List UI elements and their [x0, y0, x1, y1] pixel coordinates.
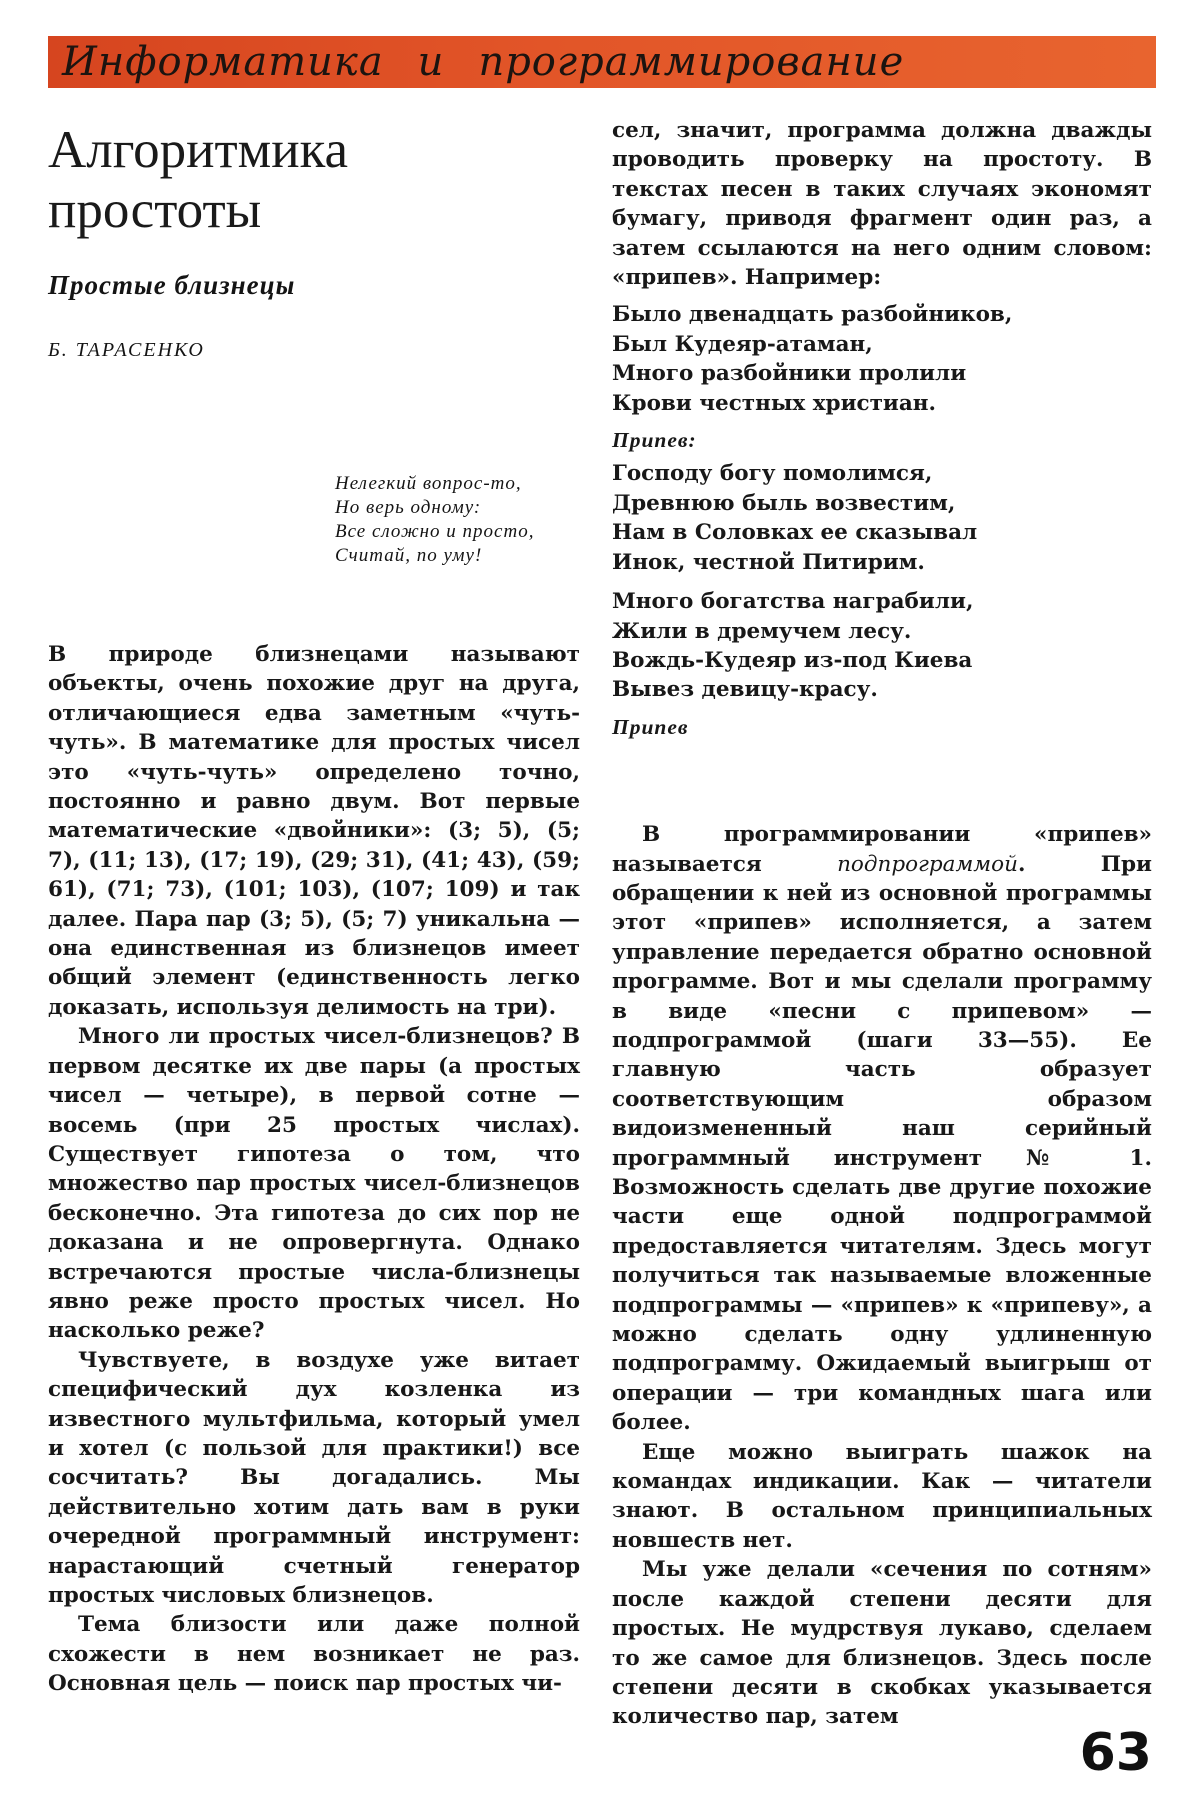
section-word-2: и — [417, 39, 445, 85]
verse-line: Господу богу помолимся, — [612, 461, 933, 487]
section-word-3: программирование — [478, 39, 905, 85]
text-run: . При обращении к ней из основной программы этот «припев» исполняется, а затем управление передается обратно основной программе. Вот и мы сделали программу в виде «песни с припевом» — подпрограммой (шаги 33—55). Ее главную часть образует соответствующим образом видоизмененный наш серийный программный инструмент № 1. Возможность сделать две другие похожие части еще одной подпрограммой предоставляется читателям. Здесь могут получиться так называемые вложенные подпрограммы — «припев» к «припеву», а можно сделать одну удлиненную подпрограмму. Ожидаемый выигрыш от операции — три командных шага или более. — [612, 851, 1152, 1436]
epigraph-line: Но верь одному: — [335, 497, 482, 518]
epigraph-line: Нелегкий вопрос-то, — [335, 473, 522, 494]
right-intro-text — [612, 116, 1152, 292]
verse-line: Инок, честной Питирим. — [612, 549, 925, 575]
verse-line: Нам в Соловках ее сказывал — [612, 520, 978, 546]
right-column — [612, 116, 1152, 1732]
stanza-gap — [612, 577, 1152, 587]
paragraph: Мы уже делали «сечения по сотням» после каждой степени десяти для простых. Не мудрствуя лукаво, сделаем то же самое для близнецов. Здесь после степени десяти в скобках указывается количество пар, затем — [612, 1557, 1152, 1730]
left-body-text — [48, 640, 580, 1699]
section-word-1: Информатика — [62, 39, 384, 85]
verse-line: Много разбойники пролили — [612, 361, 967, 387]
section-title — [62, 39, 938, 85]
page-number: 63 — [1079, 1723, 1152, 1783]
verse-line: Жили в дремучем лесу. — [612, 618, 912, 644]
left-column — [48, 120, 580, 1699]
verse-line: Было двенадцать разбойников, — [612, 302, 1013, 328]
epigraph-line: Считай, по уму! — [335, 545, 483, 566]
text-run: В программировании «припев» называется — [612, 822, 1152, 877]
paragraph: Чувствуете, в воздухе уже витает специфический дух козленка из известного мультфильма, который умел и хотел (с пользой для практики!) все сосчитать? Вы догадались. Мы действительно хотим дать вам в руки очередной программный инструмент: нарастающий счетный генератор простых числовых близнецов. — [48, 1347, 580, 1608]
emphasis-term: подпрограммой — [837, 851, 1018, 877]
article-title — [48, 120, 580, 240]
paragraph: Еще можно выиграть шажок на командах индикации. Как — читатели знают. В остальном принципиальных новшеств нет. — [612, 1439, 1152, 1553]
paragraph: сел, значит, программа должна дважды проводить проверку на простоту. В текстах песен в таких случаях экономят бумагу, приводя фрагмент один раз, а затем ссылаются на него одним словом: «припев». Например: — [612, 118, 1152, 291]
title-line-1: Алгоритмика — [48, 121, 349, 179]
paragraph — [612, 820, 1152, 1438]
song-verse — [612, 300, 1152, 742]
article-subtitle: Простые близнецы — [48, 270, 296, 300]
title-line-2: простоты — [48, 181, 262, 239]
verse-line: Много богатства награбили, — [612, 589, 974, 615]
article-author: Б. ТАРАСЕНКО — [48, 339, 205, 361]
verse-line: Вывез девицу-красу. — [612, 677, 878, 703]
refrain-label: Припев — [612, 714, 689, 739]
right-body-text — [612, 820, 1152, 1732]
epigraph-line: Все сложно и просто, — [335, 521, 535, 542]
section-banner — [48, 36, 1156, 88]
paragraph: В природе близнецами называют объекты, очень похожие друг на друга, отличающиеся едва заметным «чуть-чуть». В математике для простых чисел это «чуть-чуть» определено точно, постоянно и равно двум. Вот первые математические «двойники»: (3; 5), (5; 7), (11; 13), (17; 19), (29; 31), (41; 43), (59; 61), (71; 73), (101; 103), (107; 109) и так далее. Пара пар (3; 5), (5; 7) уникальна — она единственная из близнецов имеет общий элемент (единственность легко доказать, используя делимость на три). — [48, 642, 580, 1020]
refrain-label: Припев: — [612, 428, 697, 453]
paragraph: Тема близости или даже полной схожести в нем возникает не раз. Основная цель — поиск пар простых чи- — [48, 1612, 580, 1697]
verse-line: Вождь-Кудеяр из-под Киева — [612, 647, 973, 673]
paragraph: Много ли простых чисел-близнецов? В первом десятке их две пары (а простых чисел — четыре), в первой сотне — восемь (при 25 простых числах). Существует гипотеза о том, что множество пар простых чисел-близнецов бесконечно. Эта гипотеза до сих пор не доказана и не опровергнута. Однако встречаются простые числа-близнецы явно реже просто простых чисел. Но насколько реже? — [48, 1024, 580, 1344]
verse-line: Был Кудеяр-атаман, — [612, 331, 873, 357]
verse-line: Древнюю быль возвестим, — [612, 490, 956, 516]
epigraph — [335, 472, 580, 568]
verse-line: Крови честных христиан. — [612, 390, 937, 416]
